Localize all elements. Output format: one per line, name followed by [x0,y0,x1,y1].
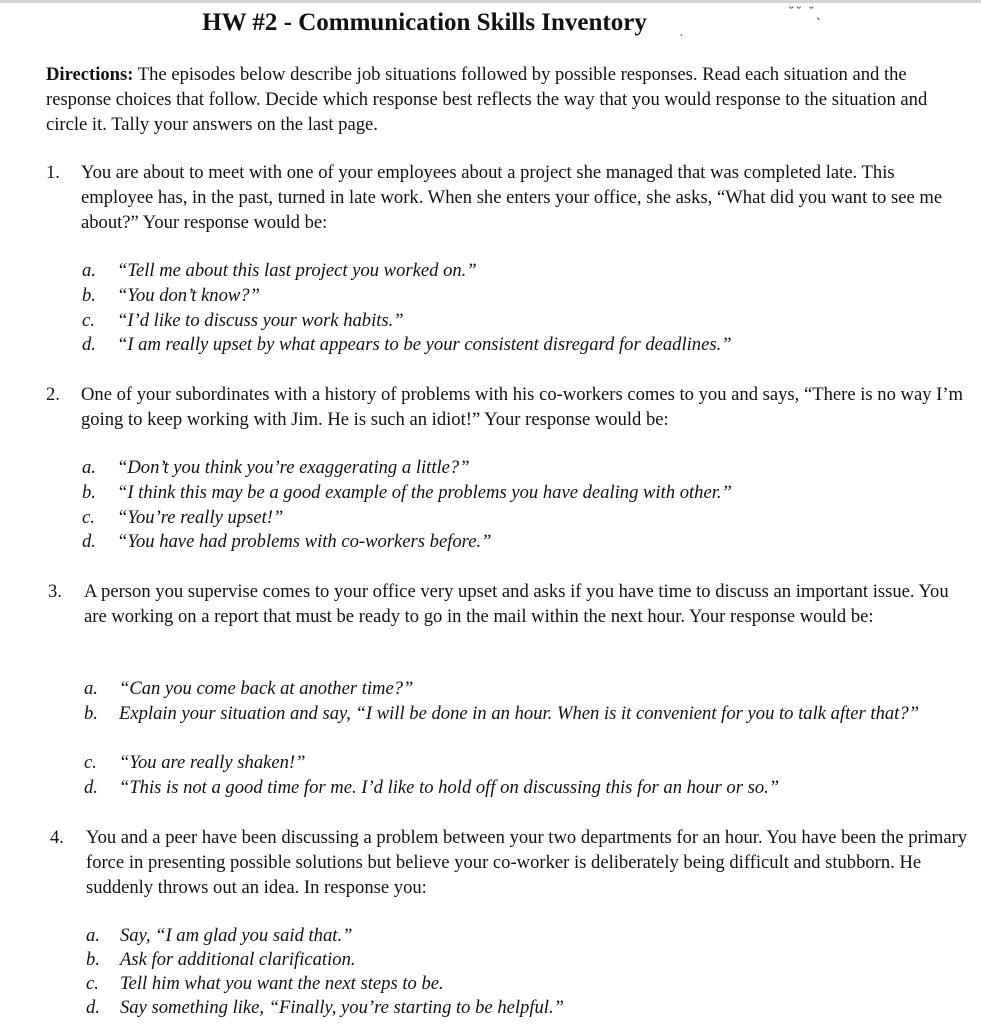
option-text: “I’d like to discuss your work habits.” [117,310,404,331]
directions-text: The episodes below describe job situations followed by possible responses. Read each situation and the response choices that follow. Decide which response best reflects the way that you would response to the situation and circle it. Tally your answers on the last page. [46,64,928,135]
option-letter: c. [82,310,95,331]
question-1-option-c[interactable] [82,309,962,334]
question-2-number: 2. [46,384,60,405]
option-letter: d. [82,334,96,355]
question-1-option-b[interactable] [82,284,962,309]
option-letter: c. [84,752,97,773]
option-letter: a. [84,678,98,699]
question-2-text: One of your subordinates with a history of problems with his co-workers comes to you and says, “There is no way I’m going to keep working with Jim. He is such an idiot!” Your response would be: [81,384,963,430]
question-3-text: A person you supervise comes to your office very upset and asks if you have time to discuss an important issue. You are working on a report that must be ready to go in the mail within the next hour. Your response would be: [84,581,949,627]
question-4-text: You and a peer have been discussing a problem between your two departments for an hour. You have been the primary force in presenting possible solutions but believe your co-worker is deliberately being difficult and stubborn. He suddenly throws out an idea. In response you: [86,827,968,898]
question-4-option-a[interactable] [86,924,966,949]
question-3-option-b[interactable] [84,702,964,752]
option-text: “You are really shaken!” [119,752,306,773]
question-1-option-d[interactable] [82,333,962,358]
option-letter: d. [86,997,100,1018]
option-text: “Don’t you think you’re exaggerating a little?” [117,457,470,478]
question-3-number: 3. [48,581,62,602]
scan-tick: ˛ [680,26,684,37]
question-4-option-d[interactable] [86,996,966,1021]
option-text: Tell him what you want the next steps to be. [120,973,444,994]
question-4-number: 4. [50,827,64,848]
option-letter: d. [84,777,98,798]
directions [46,62,971,137]
question-1-number: 1. [46,162,60,183]
option-text: “This is not a good time for me. I’d like to hold off on discussing this for an hour or so.” [119,777,780,798]
option-letter: b. [86,949,100,970]
option-text: “Tell me about this last project you worked on.” [117,260,477,281]
option-text: “Can you come back at another time?” [119,678,414,699]
option-text: “I think this may be a good example of the problems you have dealing with other.” [117,482,732,503]
question-2-option-a[interactable] [82,456,962,481]
option-text: Say something like, “Finally, you’re starting to be helpful.” [120,997,564,1018]
option-text: “You have had problems with co-workers before.” [117,531,492,552]
option-letter: a. [82,260,96,281]
scan-mark: ˘˘ ˘ˎ [788,6,824,21]
option-letter: b. [84,703,98,724]
page-title: HW #2 - Communication Skills Inventory [202,9,647,36]
question-3-option-d[interactable] [84,776,964,801]
option-text: “You’re really upset!” [117,507,284,528]
question-1-option-a[interactable] [82,259,962,284]
option-text: Ask for additional clarification. [120,949,356,970]
question-3-option-a[interactable] [84,677,964,702]
question-4-option-c[interactable] [86,972,966,997]
option-letter: a. [86,925,100,946]
top-rule [0,0,981,3]
option-letter: b. [82,482,96,503]
option-letter: b. [82,285,96,306]
option-text: Say, “I am glad you said that.” [120,925,353,946]
option-text: “You don’t know?” [117,285,260,306]
option-letter: c. [82,507,95,528]
question-4-option-b[interactable] [86,948,966,973]
option-letter: c. [86,973,99,994]
option-letter: a. [82,457,96,478]
option-letter: d. [82,531,96,552]
option-text: Explain your situation and say, “I will be done in an hour. When is it convenient for you to talk after that?” [119,703,919,724]
directions-label: Directions: [46,64,134,85]
question-2-option-c[interactable] [82,506,962,531]
option-text: “I am really upset by what appears to be your consistent disregard for deadlines.” [117,334,732,355]
question-3-option-c[interactable] [84,751,964,776]
question-1-text: You are about to meet with one of your employees about a project she managed that was completed late. This employee has, in the past, turned in late work. When she enters your office, she asks, “What did you want to see me about?” Your response would be: [81,162,943,233]
question-2-option-d[interactable] [82,530,962,555]
question-2-option-b[interactable] [82,481,962,506]
